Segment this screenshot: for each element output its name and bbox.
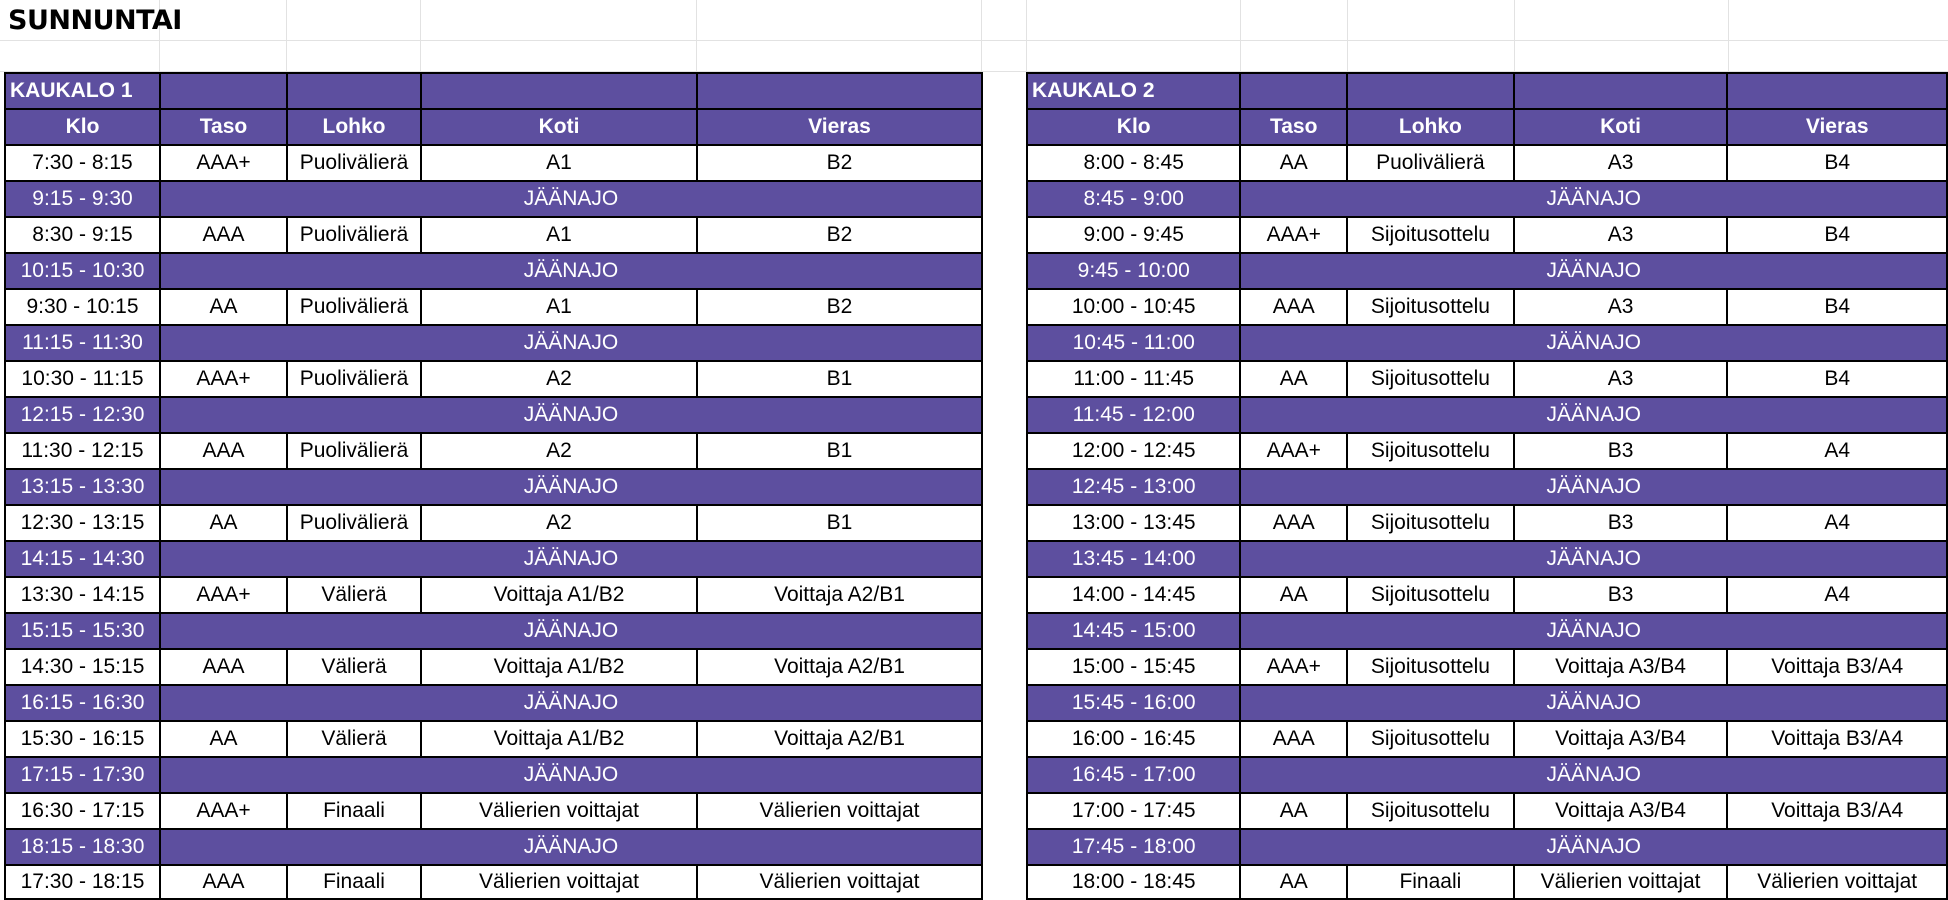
- koti-cell[interactable]: Voittaja A3/B4: [1514, 793, 1728, 829]
- time-cell[interactable]: 15:30 - 16:15: [5, 721, 160, 757]
- break-label-cell[interactable]: JÄÄNAJO: [1240, 685, 1947, 721]
- column-header-lohko[interactable]: Lohko: [1347, 109, 1514, 145]
- lohko-cell[interactable]: Välierä: [287, 649, 421, 685]
- time-cell[interactable]: 13:00 - 13:45: [1027, 505, 1240, 541]
- ice-resurfacing-row: [1027, 397, 1947, 433]
- break-label-cell[interactable]: JÄÄNAJO: [160, 613, 982, 649]
- taso-cell[interactable]: AAA: [160, 433, 287, 469]
- ice-resurfacing-row: [5, 181, 982, 217]
- taso-cell[interactable]: AAA+: [1240, 217, 1347, 253]
- lohko-cell[interactable]: Finaali: [287, 865, 421, 899]
- column-header-koti[interactable]: Koti: [421, 109, 697, 145]
- time-cell[interactable]: 12:15 - 12:30: [5, 397, 160, 433]
- time-cell[interactable]: 15:45 - 16:00: [1027, 685, 1240, 721]
- lohko-cell[interactable]: Välierä: [287, 721, 421, 757]
- time-cell[interactable]: 18:15 - 18:30: [5, 829, 160, 865]
- lohko-cell[interactable]: Sijoitusottelu: [1347, 721, 1514, 757]
- game-row: [1027, 217, 1947, 253]
- rink-2-schedule: [1026, 72, 1948, 900]
- game-row: [5, 145, 982, 181]
- lohko-cell[interactable]: Sijoitusottelu: [1347, 361, 1514, 397]
- time-cell[interactable]: 14:45 - 15:00: [1027, 613, 1240, 649]
- vieras-cell[interactable]: B4: [1727, 289, 1947, 325]
- time-cell[interactable]: 12:45 - 13:00: [1027, 469, 1240, 505]
- time-cell[interactable]: 9:45 - 10:00: [1027, 253, 1240, 289]
- koti-cell[interactable]: Voittaja A1/B2: [421, 649, 697, 685]
- vieras-cell[interactable]: Välierien voittajat: [1727, 865, 1947, 899]
- time-cell[interactable]: 15:00 - 15:45: [1027, 649, 1240, 685]
- game-row: [5, 217, 982, 253]
- ice-resurfacing-row: [5, 613, 982, 649]
- column-header-koti[interactable]: Koti: [1514, 109, 1728, 145]
- break-label-cell[interactable]: JÄÄNAJO: [160, 829, 982, 865]
- time-cell[interactable]: 9:30 - 10:15: [5, 289, 160, 325]
- koti-cell[interactable]: A2: [421, 361, 697, 397]
- lohko-cell[interactable]: Välierä: [287, 577, 421, 613]
- koti-cell[interactable]: A3: [1514, 361, 1728, 397]
- taso-cell[interactable]: AAA+: [160, 145, 287, 181]
- vieras-cell[interactable]: B2: [697, 289, 982, 325]
- game-row: [5, 793, 982, 829]
- ice-resurfacing-row: [1027, 757, 1947, 793]
- sheet-title[interactable]: SUNNUNTAI: [8, 5, 182, 36]
- rink-header-row: [1027, 73, 1947, 109]
- taso-cell[interactable]: AA: [1240, 793, 1347, 829]
- time-cell[interactable]: 18:00 - 18:45: [1027, 865, 1240, 899]
- vieras-cell[interactable]: Voittaja B3/A4: [1727, 649, 1947, 685]
- vieras-cell[interactable]: Välierien voittajat: [697, 865, 982, 899]
- game-row: [1027, 505, 1947, 541]
- break-label-cell[interactable]: JÄÄNAJO: [1240, 397, 1947, 433]
- koti-cell[interactable]: Välierien voittajat: [421, 865, 697, 899]
- time-cell[interactable]: 10:30 - 11:15: [5, 361, 160, 397]
- break-label-cell[interactable]: JÄÄNAJO: [160, 397, 982, 433]
- time-cell[interactable]: 8:00 - 8:45: [1027, 145, 1240, 181]
- ice-resurfacing-row: [1027, 685, 1947, 721]
- break-label-cell[interactable]: JÄÄNAJO: [160, 181, 982, 217]
- vieras-cell[interactable]: B1: [697, 433, 982, 469]
- lohko-cell[interactable]: Sijoitusottelu: [1347, 289, 1514, 325]
- header-cell[interactable]: [1240, 73, 1347, 109]
- vieras-cell[interactable]: A4: [1727, 433, 1947, 469]
- vieras-cell[interactable]: B1: [697, 361, 982, 397]
- lohko-cell[interactable]: Sijoitusottelu: [1347, 793, 1514, 829]
- taso-cell[interactable]: AAA: [1240, 505, 1347, 541]
- rink-name-cell[interactable]: KAUKALO 1: [5, 73, 160, 109]
- time-cell[interactable]: 11:30 - 12:15: [5, 433, 160, 469]
- game-row: [1027, 577, 1947, 613]
- break-label-cell[interactable]: JÄÄNAJO: [1240, 541, 1947, 577]
- break-label-cell[interactable]: JÄÄNAJO: [1240, 325, 1947, 361]
- header-cell[interactable]: [697, 73, 982, 109]
- time-cell[interactable]: 16:15 - 16:30: [5, 685, 160, 721]
- lohko-cell[interactable]: Sijoitusottelu: [1347, 577, 1514, 613]
- koti-cell[interactable]: Välierien voittajat: [1514, 865, 1728, 899]
- break-label-cell[interactable]: JÄÄNAJO: [160, 469, 982, 505]
- lohko-cell[interactable]: Sijoitusottelu: [1347, 649, 1514, 685]
- ice-resurfacing-row: [1027, 469, 1947, 505]
- koti-cell[interactable]: Voittaja A3/B4: [1514, 649, 1728, 685]
- lohko-cell[interactable]: Puolivälierä: [287, 433, 421, 469]
- lohko-cell[interactable]: Sijoitusottelu: [1347, 217, 1514, 253]
- column-header-klo[interactable]: Klo: [1027, 109, 1240, 145]
- break-label-cell[interactable]: JÄÄNAJO: [1240, 469, 1947, 505]
- time-cell[interactable]: 12:30 - 13:15: [5, 505, 160, 541]
- time-cell[interactable]: 16:45 - 17:00: [1027, 757, 1240, 793]
- break-label-cell[interactable]: JÄÄNAJO: [160, 757, 982, 793]
- ice-resurfacing-row: [1027, 829, 1947, 865]
- time-cell[interactable]: 9:00 - 9:45: [1027, 217, 1240, 253]
- time-cell[interactable]: 16:30 - 17:15: [5, 793, 160, 829]
- vieras-cell[interactable]: Voittaja A2/B1: [697, 721, 982, 757]
- time-cell[interactable]: 11:00 - 11:45: [1027, 361, 1240, 397]
- lohko-cell[interactable]: Puolivälierä: [287, 505, 421, 541]
- taso-cell[interactable]: AA: [160, 289, 287, 325]
- time-cell[interactable]: 17:00 - 17:45: [1027, 793, 1240, 829]
- column-header-row: [1027, 109, 1947, 145]
- time-cell[interactable]: 8:30 - 9:15: [5, 217, 160, 253]
- vieras-cell[interactable]: Voittaja B3/A4: [1727, 721, 1947, 757]
- ice-resurfacing-row: [5, 469, 982, 505]
- taso-cell[interactable]: AAA+: [1240, 649, 1347, 685]
- game-row: [5, 649, 982, 685]
- lohko-cell[interactable]: Sijoitusottelu: [1347, 433, 1514, 469]
- time-cell[interactable]: 14:00 - 14:45: [1027, 577, 1240, 613]
- rink-1-schedule: [4, 72, 983, 900]
- lohko-cell[interactable]: Finaali: [1347, 865, 1514, 899]
- time-cell[interactable]: 11:45 - 12:00: [1027, 397, 1240, 433]
- lohko-cell[interactable]: Puolivälierä: [287, 289, 421, 325]
- vieras-cell[interactable]: B4: [1727, 145, 1947, 181]
- koti-cell[interactable]: A3: [1514, 145, 1728, 181]
- taso-cell[interactable]: AAA+: [1240, 433, 1347, 469]
- koti-cell[interactable]: B3: [1514, 577, 1728, 613]
- column-header-taso[interactable]: Taso: [1240, 109, 1347, 145]
- vieras-cell[interactable]: B1: [697, 505, 982, 541]
- ice-resurfacing-row: [5, 757, 982, 793]
- taso-cell[interactable]: AA: [1240, 577, 1347, 613]
- vieras-cell[interactable]: B2: [697, 217, 982, 253]
- column-header-klo[interactable]: Klo: [5, 109, 160, 145]
- taso-cell[interactable]: AAA: [160, 865, 287, 899]
- ice-resurfacing-row: [5, 397, 982, 433]
- vieras-cell[interactable]: Voittaja B3/A4: [1727, 793, 1947, 829]
- break-label-cell[interactable]: JÄÄNAJO: [160, 541, 982, 577]
- taso-cell[interactable]: AA: [160, 721, 287, 757]
- koti-cell[interactable]: A3: [1514, 217, 1728, 253]
- lohko-cell[interactable]: Puolivälierä: [1347, 145, 1514, 181]
- header-cell[interactable]: [287, 73, 421, 109]
- break-label-cell[interactable]: JÄÄNAJO: [1240, 181, 1947, 217]
- taso-cell[interactable]: AAA: [1240, 289, 1347, 325]
- time-cell[interactable]: 7:30 - 8:15: [5, 145, 160, 181]
- vieras-cell[interactable]: Välierien voittajat: [697, 793, 982, 829]
- time-cell[interactable]: 12:00 - 12:45: [1027, 433, 1240, 469]
- game-row: [5, 721, 982, 757]
- koti-cell[interactable]: Välierien voittajat: [421, 793, 697, 829]
- ice-resurfacing-row: [5, 829, 982, 865]
- koti-cell[interactable]: A2: [421, 433, 697, 469]
- koti-cell[interactable]: A1: [421, 145, 697, 181]
- time-cell[interactable]: 17:15 - 17:30: [5, 757, 160, 793]
- koti-cell[interactable]: Voittaja A1/B2: [421, 577, 697, 613]
- game-row: [1027, 721, 1947, 757]
- time-cell[interactable]: 15:15 - 15:30: [5, 613, 160, 649]
- game-row: [5, 505, 982, 541]
- game-row: [1027, 145, 1947, 181]
- lohko-cell[interactable]: Puolivälierä: [287, 361, 421, 397]
- koti-cell[interactable]: Voittaja A3/B4: [1514, 721, 1728, 757]
- game-row: [1027, 649, 1947, 685]
- lohko-cell[interactable]: Finaali: [287, 793, 421, 829]
- game-row: [1027, 433, 1947, 469]
- rink-header-row: [5, 73, 982, 109]
- time-cell[interactable]: 13:30 - 14:15: [5, 577, 160, 613]
- taso-cell[interactable]: AAA+: [160, 361, 287, 397]
- taso-cell[interactable]: AA: [160, 505, 287, 541]
- time-cell[interactable]: 13:45 - 14:00: [1027, 541, 1240, 577]
- break-label-cell[interactable]: JÄÄNAJO: [160, 325, 982, 361]
- ice-resurfacing-row: [1027, 181, 1947, 217]
- game-row: [5, 865, 982, 899]
- break-label-cell[interactable]: JÄÄNAJO: [1240, 253, 1947, 289]
- taso-cell[interactable]: AAA: [160, 217, 287, 253]
- ice-resurfacing-row: [1027, 613, 1947, 649]
- time-cell[interactable]: 14:30 - 15:15: [5, 649, 160, 685]
- vieras-cell[interactable]: Voittaja A2/B1: [697, 649, 982, 685]
- ice-resurfacing-row: [5, 541, 982, 577]
- column-header-lohko[interactable]: Lohko: [287, 109, 421, 145]
- header-cell[interactable]: [1727, 73, 1947, 109]
- vieras-cell[interactable]: B4: [1727, 217, 1947, 253]
- game-row: [5, 433, 982, 469]
- vieras-cell[interactable]: A4: [1727, 577, 1947, 613]
- time-cell[interactable]: 10:45 - 11:00: [1027, 325, 1240, 361]
- game-row: [1027, 289, 1947, 325]
- taso-cell[interactable]: AAA: [1240, 721, 1347, 757]
- ice-resurfacing-row: [1027, 541, 1947, 577]
- game-row: [1027, 361, 1947, 397]
- taso-cell[interactable]: AAA: [160, 649, 287, 685]
- break-label-cell[interactable]: JÄÄNAJO: [1240, 829, 1947, 865]
- break-label-cell[interactable]: JÄÄNAJO: [160, 253, 982, 289]
- lohko-cell[interactable]: Sijoitusottelu: [1347, 505, 1514, 541]
- ice-resurfacing-row: [1027, 253, 1947, 289]
- lohko-cell[interactable]: Puolivälierä: [287, 145, 421, 181]
- vieras-cell[interactable]: A4: [1727, 505, 1947, 541]
- koti-cell[interactable]: A1: [421, 217, 697, 253]
- column-header-taso[interactable]: Taso: [160, 109, 287, 145]
- ice-resurfacing-row: [5, 685, 982, 721]
- ice-resurfacing-row: [5, 325, 982, 361]
- column-header-row: [5, 109, 982, 145]
- taso-cell[interactable]: AA: [1240, 361, 1347, 397]
- koti-cell[interactable]: B3: [1514, 433, 1728, 469]
- header-cell[interactable]: [160, 73, 287, 109]
- break-label-cell[interactable]: JÄÄNAJO: [1240, 613, 1947, 649]
- time-cell[interactable]: 13:15 - 13:30: [5, 469, 160, 505]
- game-row: [5, 577, 982, 613]
- vieras-cell[interactable]: B4: [1727, 361, 1947, 397]
- game-row: [5, 289, 982, 325]
- time-cell[interactable]: 9:15 - 9:30: [5, 181, 160, 217]
- break-label-cell[interactable]: JÄÄNAJO: [160, 685, 982, 721]
- game-row: [5, 361, 982, 397]
- koti-cell[interactable]: A1: [421, 289, 697, 325]
- game-row: [1027, 865, 1947, 899]
- vieras-cell[interactable]: B2: [697, 145, 982, 181]
- ice-resurfacing-row: [1027, 325, 1947, 361]
- time-cell[interactable]: 10:15 - 10:30: [5, 253, 160, 289]
- time-cell[interactable]: 16:00 - 16:45: [1027, 721, 1240, 757]
- header-cell[interactable]: [1514, 73, 1728, 109]
- koti-cell[interactable]: A3: [1514, 289, 1728, 325]
- koti-cell[interactable]: A2: [421, 505, 697, 541]
- vieras-cell[interactable]: Voittaja A2/B1: [697, 577, 982, 613]
- rink-name-cell[interactable]: KAUKALO 2: [1027, 73, 1240, 109]
- time-cell[interactable]: 10:00 - 10:45: [1027, 289, 1240, 325]
- column-header-vieras[interactable]: Vieras: [697, 109, 982, 145]
- taso-cell[interactable]: AAA+: [160, 577, 287, 613]
- koti-cell[interactable]: Voittaja A1/B2: [421, 721, 697, 757]
- break-label-cell[interactable]: JÄÄNAJO: [1240, 757, 1947, 793]
- game-row: [1027, 793, 1947, 829]
- header-cell[interactable]: [421, 73, 697, 109]
- column-header-vieras[interactable]: Vieras: [1727, 109, 1947, 145]
- lohko-cell[interactable]: Puolivälierä: [287, 217, 421, 253]
- ice-resurfacing-row: [5, 253, 982, 289]
- taso-cell[interactable]: AA: [1240, 145, 1347, 181]
- taso-cell[interactable]: AA: [1240, 865, 1347, 899]
- time-cell[interactable]: 17:45 - 18:00: [1027, 829, 1240, 865]
- time-cell[interactable]: 11:15 - 11:30: [5, 325, 160, 361]
- taso-cell[interactable]: AAA+: [160, 793, 287, 829]
- time-cell[interactable]: 17:30 - 18:15: [5, 865, 160, 899]
- header-cell[interactable]: [1347, 73, 1514, 109]
- time-cell[interactable]: 14:15 - 14:30: [5, 541, 160, 577]
- koti-cell[interactable]: B3: [1514, 505, 1728, 541]
- time-cell[interactable]: 8:45 - 9:00: [1027, 181, 1240, 217]
